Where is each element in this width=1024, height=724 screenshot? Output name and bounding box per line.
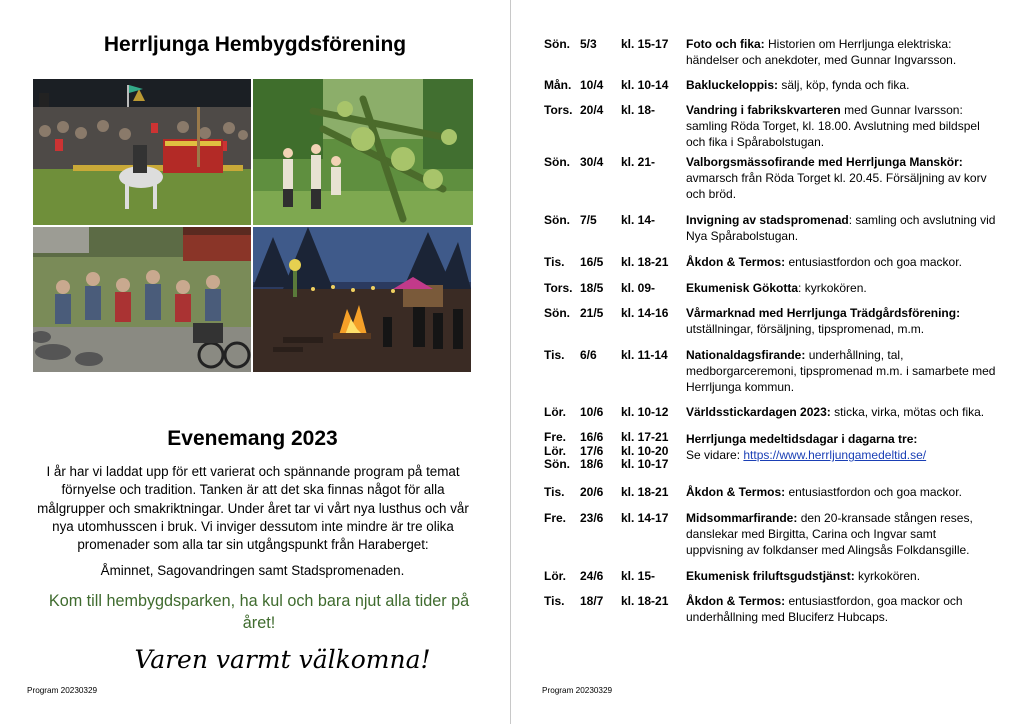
event-description xyxy=(686,568,996,584)
event-date: 16/5 xyxy=(580,255,604,269)
event-title: Världsstickardagen 2023: xyxy=(686,405,831,419)
event-date: 18/6 xyxy=(580,457,604,471)
event-title: Åkdon & Termos: xyxy=(686,594,786,608)
footer-program-date: Program 20230329 xyxy=(542,686,613,695)
event-time: kl. 14-16 xyxy=(621,306,669,320)
event-description xyxy=(686,102,996,150)
event-text: kyrkokören. xyxy=(854,569,921,583)
event-text: avmarsch från Röda Torget kl. 20.45. Försäljning av korv och bröd. xyxy=(686,171,987,201)
photo-maypole xyxy=(253,79,473,225)
event-title: Foto och fika: xyxy=(686,37,765,51)
photo-collage xyxy=(33,79,473,372)
event-day: Tors. xyxy=(544,281,573,295)
event-text: sälj, köp, fynda och fika. xyxy=(778,78,910,92)
event-day: Tors. xyxy=(544,103,573,117)
event-title: Invigning av stadspromenad xyxy=(686,213,849,227)
photo-medieval-joust xyxy=(33,79,251,225)
footer-program-date: Program 20230329 xyxy=(27,686,98,695)
event-time: kl. 14- xyxy=(621,213,656,227)
event-text: entusiastfordon, goa mackor och underhållning med Bluciferz Hubcaps. xyxy=(686,594,963,624)
event-date: 18/7 xyxy=(580,594,604,608)
events-title: Evenemang 2023 xyxy=(167,427,338,450)
event-time: kl. 17-21 xyxy=(621,430,669,444)
event-time: kl. 15-17 xyxy=(621,37,669,51)
event-time: kl. 21- xyxy=(621,155,656,169)
event-time: kl. 10-20 xyxy=(621,443,669,458)
org-title: Herrljunga Hembygdsförening xyxy=(103,33,407,56)
event-time: kl. 18- xyxy=(621,103,656,117)
left-page xyxy=(0,0,510,724)
event-day: Fre. xyxy=(544,511,567,525)
event-date: 10/4 xyxy=(580,78,604,92)
event-description xyxy=(686,77,996,93)
event-date: 10/6 xyxy=(580,405,604,419)
event-date: 18/5 xyxy=(580,281,604,295)
event-date: 20/6 xyxy=(580,485,604,499)
event-day: Fre. xyxy=(544,430,567,444)
event-description xyxy=(686,280,996,296)
intro-paragraph: I år har vi laddat upp för ett varierat och spännande program på temat förnyelse och tradition. Tanken är att det ska finnas något för alla målgrupper och smakriktningar. Under året tar vi vårt nya lusthus och vår nya utomhusscen i bruk. Vi inviger dessutom inte mindre är tre olika promenader som alla tar sin utgångspunkt från Haraberget: xyxy=(37,464,469,553)
event-title: Valborgsmässofirande med Herrljunga Manskör: xyxy=(686,155,963,169)
event-date: 21/5 xyxy=(580,306,604,320)
event-description xyxy=(686,305,996,337)
event-title: Nationaldagsfirande: xyxy=(686,348,806,362)
event-text: : samling och avslutning vid Nya Spårabolstugan. xyxy=(686,213,996,243)
event-description xyxy=(686,484,996,500)
event-date: 5/3 xyxy=(580,37,597,51)
event-dates-stack xyxy=(580,431,603,472)
event-description xyxy=(686,404,996,420)
event-time: kl. 15- xyxy=(621,569,656,583)
walks-list: Åminnet, Sagovandringen samt Stadspromenaden. xyxy=(100,563,405,578)
event-description xyxy=(686,593,996,625)
event-time: kl. 10-14 xyxy=(621,78,669,92)
event-time: kl. 18-21 xyxy=(621,594,669,608)
event-day: Mån. xyxy=(544,78,572,92)
event-description xyxy=(686,154,996,202)
event-day: Lör. xyxy=(544,569,567,583)
event-time: kl. 09- xyxy=(621,281,656,295)
medieval-days-link[interactable]: https://www.herrljungamedeltid.se/ xyxy=(743,448,927,462)
event-day: Tis. xyxy=(544,255,565,269)
event-description xyxy=(686,431,996,463)
event-text: sticka, virka, mötas och fika. xyxy=(830,405,985,419)
event-date: 6/6 xyxy=(580,348,597,362)
event-day: Lör. xyxy=(544,405,567,419)
event-title: Ekumenisk Gökotta xyxy=(686,281,799,295)
event-time: kl. 18-21 xyxy=(621,485,669,499)
event-title: Ekumenisk friluftsgudstjänst: xyxy=(686,569,855,583)
event-date: 30/4 xyxy=(580,155,604,169)
event-date: 23/6 xyxy=(580,511,604,525)
photo-evening-fire xyxy=(253,227,471,372)
event-text: entusiastfordon och goa mackor. xyxy=(785,255,962,269)
event-text: utställningar, försäljning, tipspromenad, m.m. xyxy=(686,322,925,336)
photo-market-crowd xyxy=(33,227,251,372)
event-day: Tis. xyxy=(544,485,565,499)
event-title: Bakluckeloppis: xyxy=(686,78,779,92)
event-text: med Gunnar Ivarsson: samling Röda Torget, kl. 18.00. Avslutning med bildspel och fika i Spårabolstugan. xyxy=(686,103,980,149)
event-times-stack xyxy=(621,431,668,472)
event-day: Sön. xyxy=(544,213,570,227)
event-time: kl. 18-21 xyxy=(621,255,669,269)
event-time: kl. 10-12 xyxy=(621,405,669,419)
event-text: den 20-kransade stången reses, danslekar med Birgitta, Carina och Ingvar samt uppvisning av folkdanser med Alingsås Folkdansgille. xyxy=(686,511,973,557)
event-description xyxy=(686,510,996,558)
see-more-label: Se vidare: xyxy=(686,448,744,462)
event-description xyxy=(686,36,996,68)
event-days-stack xyxy=(544,431,570,472)
event-day: Sön. xyxy=(544,37,570,51)
event-date: 24/6 xyxy=(580,569,604,583)
event-day: Tis. xyxy=(544,348,565,362)
event-title: Vandring i fabrikskvarteren xyxy=(686,103,841,117)
event-text: : kyrkokören. xyxy=(798,281,867,295)
event-day: Sön. xyxy=(544,155,570,169)
event-date: 7/5 xyxy=(580,213,597,227)
event-day: Sön. xyxy=(544,306,570,320)
event-day: Sön. xyxy=(544,457,570,471)
event-description xyxy=(686,254,996,270)
invite-text: Kom till hembygdsparken, ha kul och bara njut alla tider på året! xyxy=(48,592,470,632)
event-text: underhållning, tal, medborgarceremoni, tipspromenad m.m. i samarbete med Herrljunga kommun. xyxy=(686,348,996,394)
event-description xyxy=(686,212,996,244)
event-date: 17/6 xyxy=(580,443,604,458)
event-title: Åkdon & Termos: xyxy=(686,485,786,499)
event-title: Vårmarknad med Herrljunga Trädgårdsförening: xyxy=(686,306,961,320)
event-date: 20/4 xyxy=(580,103,604,117)
event-text: entusiastfordon och goa mackor. xyxy=(785,485,962,499)
event-time: kl. 11-14 xyxy=(621,348,668,362)
event-title: Herrljunga medeltidsdagar i dagarna tre: xyxy=(686,432,918,446)
event-day: Tis. xyxy=(544,594,565,608)
event-text: Historien om Herrljunga elektriska: händelser och anekdoter, med Gunnar Ingvarsson. xyxy=(686,37,957,67)
event-time: kl. 14-17 xyxy=(621,511,669,525)
event-date: 16/6 xyxy=(580,430,604,444)
welcome-script: Varen varmt välkomna! xyxy=(134,645,431,674)
event-title: Midsommarfirande: xyxy=(686,511,798,525)
event-description xyxy=(686,347,996,395)
event-day: Lör. xyxy=(544,443,567,458)
event-time: kl. 10-17 xyxy=(621,457,669,471)
event-title: Åkdon & Termos: xyxy=(686,255,786,269)
